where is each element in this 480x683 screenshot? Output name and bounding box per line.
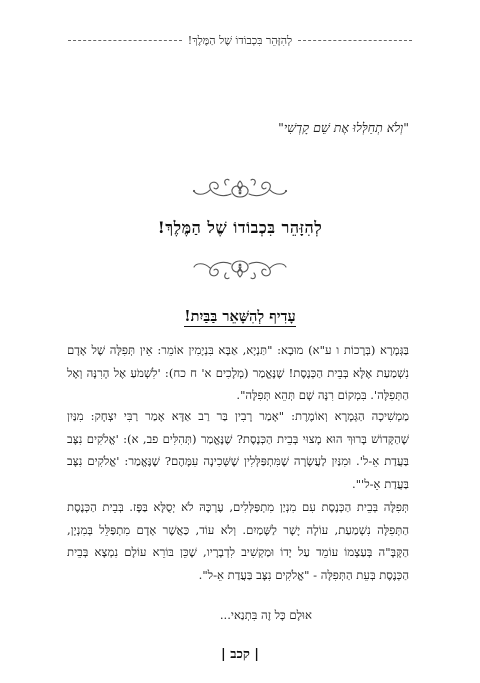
body-paragraph-1: בַּגְּמָרָא (בְּרָכוֹת ו ע"א) מוּבָא: "תַּנְיָא, אַבָּא בִּנְיָמִין אוֹמֵר: אֵין תְּפִלָּה שֶׁל אָדָם נִשְׁמַעַת אֶלָּא בְּבֵית הַכְּנֶסֶת! שֶׁנֶּאֱמַר (מְלָכִים א' ח כח): 'לִשְׁמֹעַ אֶל הָרִנָּה וְאֶל הַתְּפִלָּה'. בִּמְקוֹם רִנָּה שָׁם תְּהֵא תְּפִלָּה". — [67, 343, 409, 402]
flourish-top-graphic — [190, 176, 290, 202]
running-header-title: לְהִזָּהֵר בִּכְבוֹדוֹ שֶׁל הַמֶּלֶךְ! — [187, 34, 293, 47]
section-heading-text: עָדִיף לְהִשָּׁאֵר בַּבַּיִת! — [184, 308, 296, 325]
body-paragraph-2: מַמְשִׁיכָה הַגְּמָרָא וְאוֹמֶרֶת: "אָמַר רָבִין בַּר רַב אַדָּא אָמַר רַבִּי יִצְחָק: מִנַּיִן שֶׁהַקָּדוֹשׁ בָּרוּךְ הוּא מָצוּי בְּבֵית הַכְּנֶסֶת? שֶׁנֶּאֱמַר (תְּהִלִּים פב, א): 'אֱלֹקִים נִצָּב בַּעֲדַת אֵ-ל'. וּמִנַּיִן לַעֲשָׂרָה שֶׁמִּתְפַּלְּלִין שֶׁשְּׁכִינָה עִמָּהֶם? שֶׁנֶּאֱמַר: 'אֱלֹקִים נִצָּב בַּעֲדַת אֵ-ל'". — [67, 409, 409, 491]
running-header — [68, 34, 412, 47]
flourish-top-icon — [190, 176, 290, 202]
flourish-bottom-icon — [190, 256, 290, 282]
header-rule-left — [68, 40, 182, 41]
body-paragraph-3: תְּפִלָּה בְּבֵית הַכְּנֶסֶת עִם מִנְיַן מִתְפַּלְּלִים, עֶרְכָּהּ לֹא יְסֻלָּא בַּפָּז. בְּבֵית הַכְּנֶסֶת הַתְּפִלָּה נִשְׁמַעַת, עוֹלָה יָשָׁר לַשָּׁמַיִם. וְלֹא עוֹד, כַּאֲשֶׁר אָדָם מִתְפַּלֵּל בְּמִנְיָן, הַקָּבָּ"ה בְּעַצְמוֹ עוֹמֵד עַל יָדוֹ וּמַקְשִׁיב לִדְבָרָיו, שֶׁכֵּן בּוֹרֵא עוֹלָם נִמְצָא בְּבֵית הַכְּנֶסֶת בְּעֵת הַתְּפִלָּה - "אֱלֹקִים נִצָּב בַּעֲדַת אֵ-ל". — [67, 500, 409, 582]
section-heading — [0, 308, 480, 326]
closing-line: אוּלָם כָּל זֶה בִּתְנַאי... — [219, 608, 312, 622]
flourish-bottom-graphic — [190, 256, 290, 282]
page-number: | קכב | — [220, 647, 260, 662]
chapter-title: לְהִזָּהֵר בִּכְבוֹדוֹ שֶׁל הַמֶּלֶךְ! — [157, 218, 323, 237]
header-rule-right — [298, 40, 412, 41]
chapter-motto: "וְלֹא תְחַלְּלוּ אֶת שֵׁם קָדְשִׁי" — [278, 120, 409, 135]
